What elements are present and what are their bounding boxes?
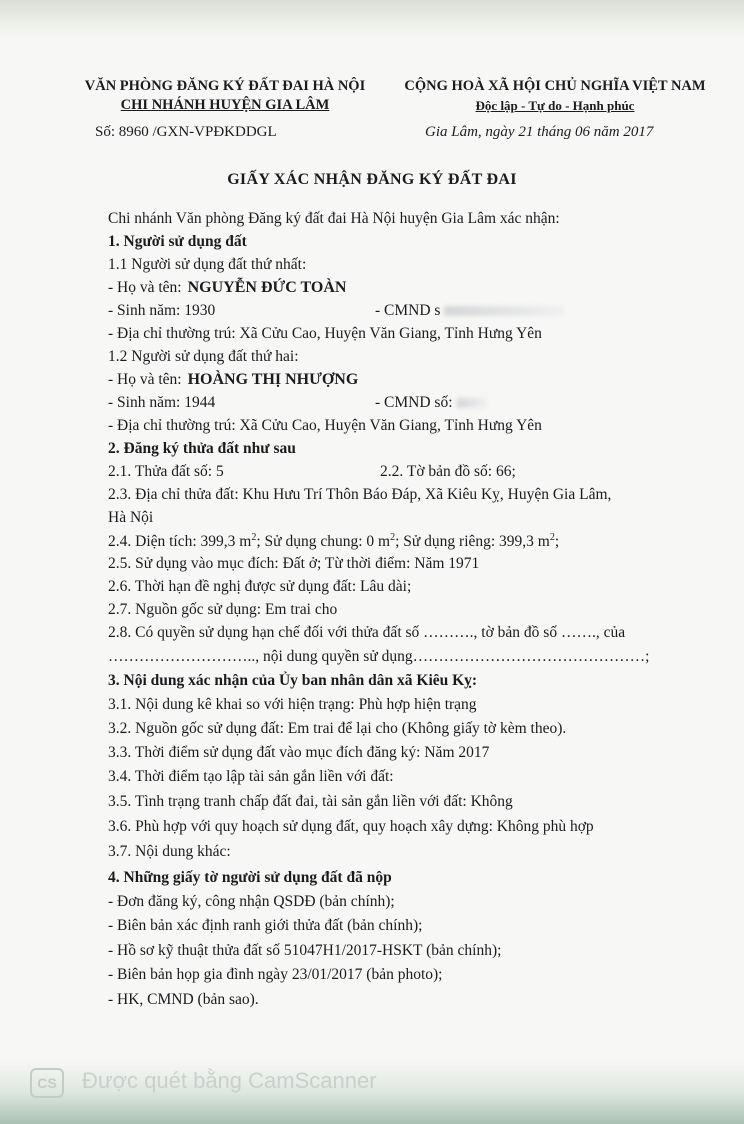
land-origin: 2.7. Nguồn gốc sử dụng: Em trai cho: [108, 601, 338, 618]
parcel-area: 2.4. Diện tích: 399,3 $m^2$; Sử dụng chung: 0 $m^2$; Sử dụng riêng: 399,3 $m^2$;: [108, 532, 560, 551]
nation-name: CỘNG HOÀ XÃ HỘI CHỦ NGHĨA VIỆT NAM: [404, 78, 706, 94]
camscanner-watermark: Được quét bằng CamScanner: [82, 1068, 377, 1093]
user2-birth: - Sinh năm: 1944: [108, 394, 216, 411]
place-and-date: Gia Lâm, ngày 21 tháng 06 năm 2017: [425, 124, 654, 140]
user2-address: - Địa chỉ thường trú: Xã Cửu Cao, Huyện Văn Giang, Tỉnh Hưng Yên: [108, 417, 542, 434]
redacted-id: [457, 398, 487, 408]
intro-text: Chi nhánh Văn phòng Đăng ký đất đai Hà Nội huyện Gia Lâm xác nhận:: [108, 210, 560, 227]
user2-name-row: - Họ và tên: HOÀNG THỊ NHƯỢNG: [108, 371, 359, 388]
user1-cmnd: - CMND s: [375, 302, 564, 320]
agency-branch: CHI NHÁNH HUYỆN GIA LÂM: [120, 97, 330, 113]
section3-item: 3.1. Nội dung kê khai so với hiện trạng: Phù hợp hiện trạng: [108, 696, 477, 713]
redacted-id: [444, 306, 564, 316]
section3-heading: 3. Nội dung xác nhận của Ủy ban nhân dân xã Kiêu Kỵ:: [108, 672, 478, 689]
section3-item: 3.2. Nguồn gốc sử dụng đất: Em trai để lại cho (Không giấy tờ kèm theo).: [108, 720, 567, 737]
user1-address: - Địa chỉ thường trú: Xã Cửu Cao, Huyện Văn Giang, Tỉnh Hưng Yên: [108, 325, 542, 342]
parcel-address-line2: Hà Nội: [108, 509, 154, 526]
parcel-address-line1: 2.3. Địa chỉ thửa đất: Khu Hưu Trí Thôn Báo Đáp, Xã Kiêu Kỵ, Huyện Gia Lâm,: [108, 486, 612, 503]
national-motto: Độc lập - Tự do - Hạnh phúc: [475, 98, 635, 113]
submitted-document: - Biên bản xác định ranh giới thửa đất (bản chính);: [108, 917, 423, 934]
user1-name-row: - Họ và tên: NGUYỄN ĐỨC TOÀN: [108, 279, 347, 296]
section3-item: 3.6. Phù hợp với quy hoạch sử dụng đất, quy hoạch xây dựng: Không phù hợp: [108, 818, 594, 835]
map-sheet-number: 2.2. Tờ bản đồ số: 66;: [380, 463, 516, 480]
section3-item: 3.4. Thời điểm tạo lập tài sản gắn liền với đất:: [108, 768, 394, 785]
user1-name: NGUYỄN ĐỨC TOÀN: [187, 279, 347, 296]
user1-birth: - Sinh năm: 1930: [108, 302, 216, 319]
section2-heading: 2. Đăng ký thửa đất như sau: [108, 440, 296, 457]
restriction-line1: 2.8. Có quyền sử dụng hạn chế đối với thửa đất số ………., tờ bản đồ số ……., của: [108, 624, 626, 641]
document-title: GIẤY XÁC NHẬN ĐĂNG KÝ ĐẤT ĐAI: [227, 171, 517, 188]
agency-name: VĂN PHÒNG ĐĂNG KÝ ĐẤT ĐAI HÀ NỘI: [84, 78, 366, 94]
user2-name: HOÀNG THỊ NHƯỢNG: [187, 371, 359, 388]
section1-heading: 1. Người sử dụng đất: [108, 233, 247, 250]
section4-heading: 4. Những giấy tờ người sử dụng đất đã nộp: [108, 869, 392, 886]
submitted-document: - Biên bản họp gia đình ngày 23/01/2017 (bản photo);: [108, 966, 443, 983]
user2-cmnd: - CMND số:: [375, 394, 487, 412]
section3-item: 3.5. Tình trạng tranh chấp đất đai, tài sản gắn liền với đất: Không: [108, 793, 513, 810]
user2-subheading: 1.2 Người sử dụng đất thứ hai:: [108, 348, 299, 365]
land-use-purpose: 2.5. Sử dụng vào mục đích: Đất ở; Từ thời điểm: Năm 1971: [108, 555, 480, 572]
camscanner-logo-icon: CS: [30, 1068, 64, 1098]
submitted-document: - Hồ sơ kỹ thuật thửa đất số 51047H1/2017-HSKT (bản chính);: [108, 942, 502, 959]
section3-item: 3.7. Nội dung khác:: [108, 843, 231, 860]
document-number: Số: 8960 /GXN-VPĐKDDGL: [95, 124, 277, 140]
restriction-line2: ……………………….., nội dung quyền sử dụng………………………………………;: [108, 648, 650, 665]
user1-subheading: 1.1 Người sử dụng đất thứ nhất:: [108, 256, 307, 273]
submitted-document: - Đơn đăng ký, công nhận QSDĐ (bản chính);: [108, 893, 395, 910]
submitted-document: - HK, CMND (bản sao).: [108, 991, 259, 1008]
scan-top-shadow: [0, 0, 744, 40]
parcel-number: 2.1. Thửa đất số: 5: [108, 463, 224, 480]
land-use-term: 2.6. Thời hạn đề nghị được sử dụng đất: Lâu dài;: [108, 578, 412, 595]
section3-item: 3.3. Thời điểm sử dụng đất vào mục đích đăng ký: Năm 2017: [108, 744, 490, 761]
